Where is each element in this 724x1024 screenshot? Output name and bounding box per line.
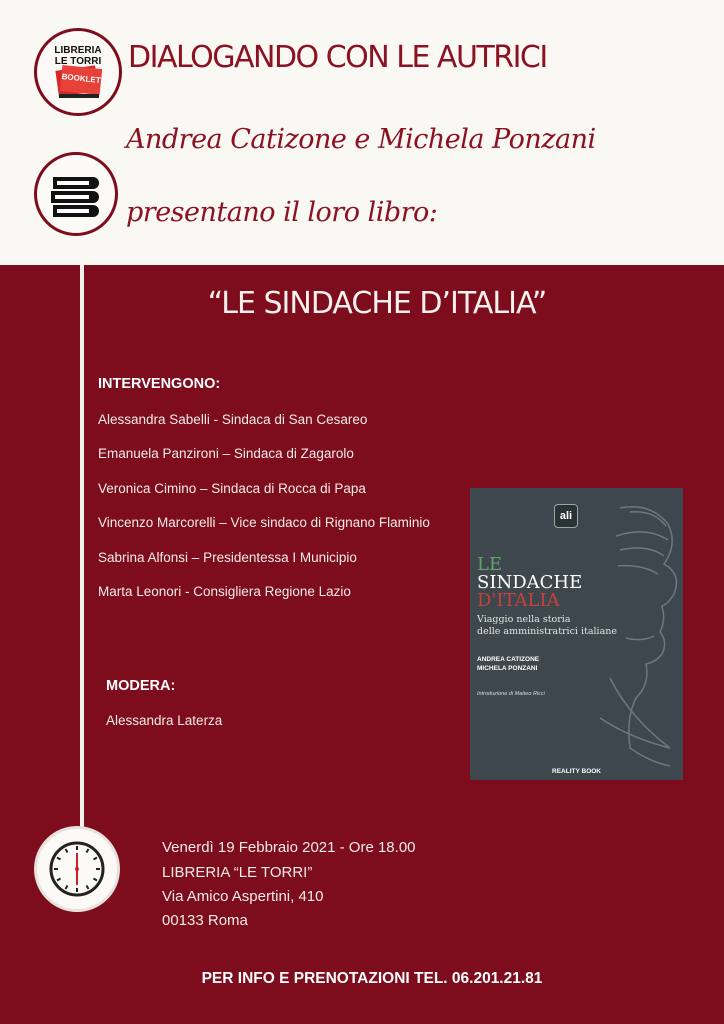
info-phone: PER INFO E PRENOTAZIONI TEL. 06.201.21.81 [201, 970, 543, 987]
clock-icon [34, 826, 120, 912]
event-address: Via Amico Aspertini, 410 [162, 888, 324, 905]
cover-author-1: ANDREA CATIZONE [477, 656, 540, 663]
cover-logo: ali [554, 504, 578, 528]
speaker-6: Marta Leonori - Consigliera Regione Lazio [98, 584, 351, 599]
moderator-label: MODERA: [106, 678, 176, 694]
speaker-3: Veronica Cimino – Sindaca di Rocca di Papa [98, 481, 366, 496]
cover-publisher: REALITY BOOK [552, 768, 601, 775]
cover-title-le: LE [477, 554, 503, 575]
cover-subtitle-2: delle amministratrici italiane [477, 626, 617, 637]
authors-heading: Andrea Catizone e Michela Ponzani [126, 124, 596, 155]
bookstore-logo-icon [34, 28, 122, 116]
logo-line-1: LIBRERIA [54, 45, 102, 56]
logo-line-2: LE TORRI [54, 56, 102, 67]
speaker-2: Emanuela Panzironi – Sindaca di Zagarolo [98, 446, 354, 461]
presentation-heading: presentano il loro libro: [126, 197, 438, 228]
speaker-4: Vincenzo Marcorelli – Vice sindaco di Rignano Flaminio [98, 515, 430, 530]
timeline-line [80, 265, 84, 835]
cover-subtitle-1: Viaggio nella storia [477, 614, 571, 625]
speaker-5: Sabrina Alfonsi – Presidentessa I Municipio [98, 550, 357, 565]
cover-author-2: MICHELA PONZANI [477, 665, 538, 672]
event-city: 00133 Roma [162, 912, 248, 929]
speakers-label: INTERVENGONO: [98, 376, 221, 392]
speaker-1: Alessandra Sabelli - Sindaca di San Cesareo [98, 412, 368, 427]
book-cover [470, 488, 683, 780]
cover-title-sindache: SINDACHE [477, 572, 583, 593]
book-title: “LE SINDACHE D’ITALIA” [207, 286, 547, 321]
event-series-title: DIALOGANDO CON LE AUTRICI [128, 40, 547, 75]
books-stack-icon [34, 152, 118, 236]
cover-title-ditalia: D'ITALIA [477, 590, 560, 611]
logo-line-3: BOOKLET [61, 71, 102, 86]
cover-intro: Introduzione di Matteo Ricci [477, 691, 545, 697]
moderator-name: Alessandra Laterza [106, 713, 223, 728]
event-date: Venerdì 19 Febbraio 2021 - Ore 18.00 [162, 839, 416, 856]
event-venue: LIBRERIA “LE TORRI” [162, 864, 313, 881]
